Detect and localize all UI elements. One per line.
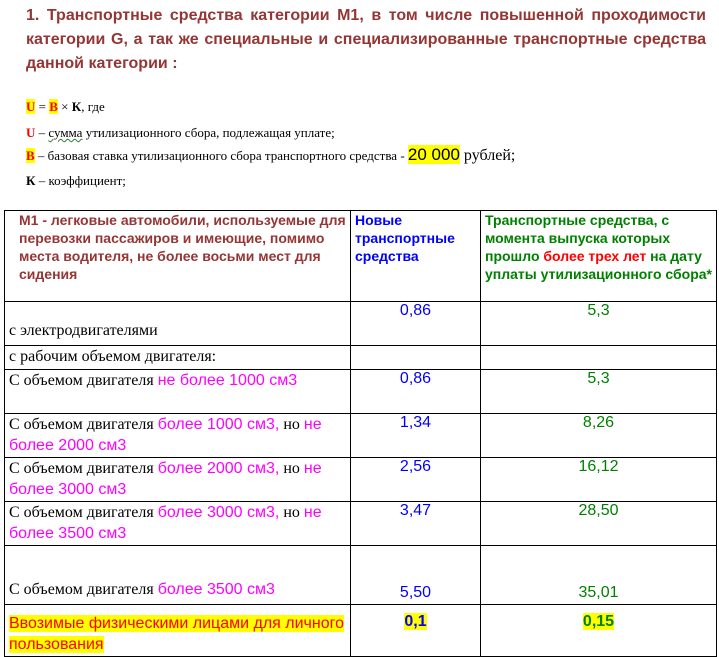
row-new-value: 3,47 — [351, 502, 481, 546]
table-row — [5, 502, 717, 546]
table-row — [5, 458, 717, 502]
u-definition — [26, 124, 335, 142]
row-label-prefix: С объемом двигателя — [9, 504, 158, 521]
def-k-text: – коэффициент; — [35, 173, 126, 188]
row-label-range2: не более 2000 см3 — [9, 416, 322, 454]
section-heading: 1. Транспортные средства категории М1, в том числе повышенной проходимости категории G, а так же специальные и специализированные транспортные средства данной категории : — [26, 7, 706, 72]
row-label-prefix: С объемом двигателя — [9, 581, 158, 598]
row-new-value — [351, 605, 481, 657]
header-category: М1 - легковые автомобили, используемые для перевозки пассажиров и имеющие, помимо места водителя, не более восьми мест для сидения — [5, 211, 351, 302]
table-row — [5, 414, 717, 458]
row-empty-cell — [481, 346, 717, 370]
def-b-symbol: В — [26, 148, 35, 163]
row-label — [5, 502, 351, 546]
def-k-symbol: К — [26, 173, 36, 188]
header-old — [481, 211, 717, 302]
row-label: с электродвигателями — [5, 302, 351, 346]
row-label-mid: но — [279, 460, 304, 477]
row-label — [5, 605, 351, 657]
row-label — [5, 370, 351, 414]
table-header-row — [5, 211, 717, 302]
row-new-value: 0,86 — [351, 302, 481, 346]
row-empty-cell — [351, 346, 481, 370]
header-old-part2: на дату уплаты утилизационного сбора* — [485, 248, 713, 282]
header-old-highlight: более трех лет — [543, 248, 647, 264]
formula-b: В — [49, 99, 58, 114]
formula-times: × — [57, 99, 72, 114]
b-definition — [26, 146, 515, 165]
header-new: Новые транспортные средства — [351, 211, 481, 302]
row-label — [5, 546, 351, 605]
row-label-range: более 2000 см3, — [157, 460, 280, 477]
row-label — [5, 414, 351, 458]
row-new-value: 2,56 — [351, 458, 481, 502]
row-old-value: 16,12 — [481, 458, 717, 502]
row-section-label: с рабочим объемом двигателя: — [5, 346, 351, 370]
row-old-value: 8,26 — [481, 414, 717, 458]
header-old-part1: Транспортные средства, с момента выпуска которых прошло — [485, 212, 671, 264]
formula-where: , где — [81, 99, 105, 114]
row-new-value: 1,34 — [351, 414, 481, 458]
row-label-mid: но — [279, 504, 304, 521]
row-label-prefix: С объемом двигателя — [9, 460, 158, 477]
table-row — [5, 370, 717, 414]
base-rate-value: 20 000 — [407, 145, 460, 164]
table-row — [5, 302, 717, 346]
row-label-range: более 3000 см3, — [157, 504, 280, 521]
formula-k: К — [71, 99, 82, 114]
coefficient-table — [4, 210, 717, 657]
row-label-range: более 3500 см3 — [157, 581, 275, 598]
row-old-value: 35,01 — [481, 546, 717, 605]
def-u-rest: утилизационного сбора, подлежащая уплате; — [82, 125, 335, 140]
row-old-value: 28,50 — [481, 502, 717, 546]
row-label-range2: не более 3000 см3 — [9, 460, 322, 498]
table-row-personal — [5, 605, 717, 657]
row-label-prefix: С объемом двигателя — [9, 372, 158, 389]
personal-old-value: 0,15 — [582, 613, 615, 630]
personal-label: Ввозимые физическими лицами для личного пользования — [9, 615, 344, 653]
row-new-value: 5,50 — [351, 546, 481, 605]
def-b-text: – базовая ставка утилизационного сбора транспортного средства - — [34, 148, 408, 163]
def-u-symbol: U — [26, 125, 36, 140]
formula-eq: = — [35, 99, 50, 114]
row-old-value: 5,3 — [481, 302, 717, 346]
def-u-wavy-word: сумма — [48, 125, 83, 140]
base-rate-currency: рублей; — [459, 147, 516, 164]
row-label — [5, 458, 351, 502]
row-label-range2: не более 3500 см3 — [9, 504, 322, 542]
table-row — [5, 346, 717, 370]
def-u-dash: – — [35, 125, 49, 140]
formula-line — [26, 98, 105, 116]
row-old-value — [481, 605, 717, 657]
row-label-prefix: С объемом двигателя — [9, 416, 158, 433]
row-new-value: 0,86 — [351, 370, 481, 414]
row-label-mid: но — [279, 416, 304, 433]
table-row — [5, 546, 717, 605]
personal-new-value: 0,1 — [404, 613, 427, 630]
row-label-range: более 1000 см3, — [157, 416, 280, 433]
k-definition — [26, 172, 126, 190]
row-old-value: 5,3 — [481, 370, 717, 414]
row-label-range: не более 1000 см3 — [157, 372, 298, 389]
formula-u: U — [26, 99, 36, 114]
